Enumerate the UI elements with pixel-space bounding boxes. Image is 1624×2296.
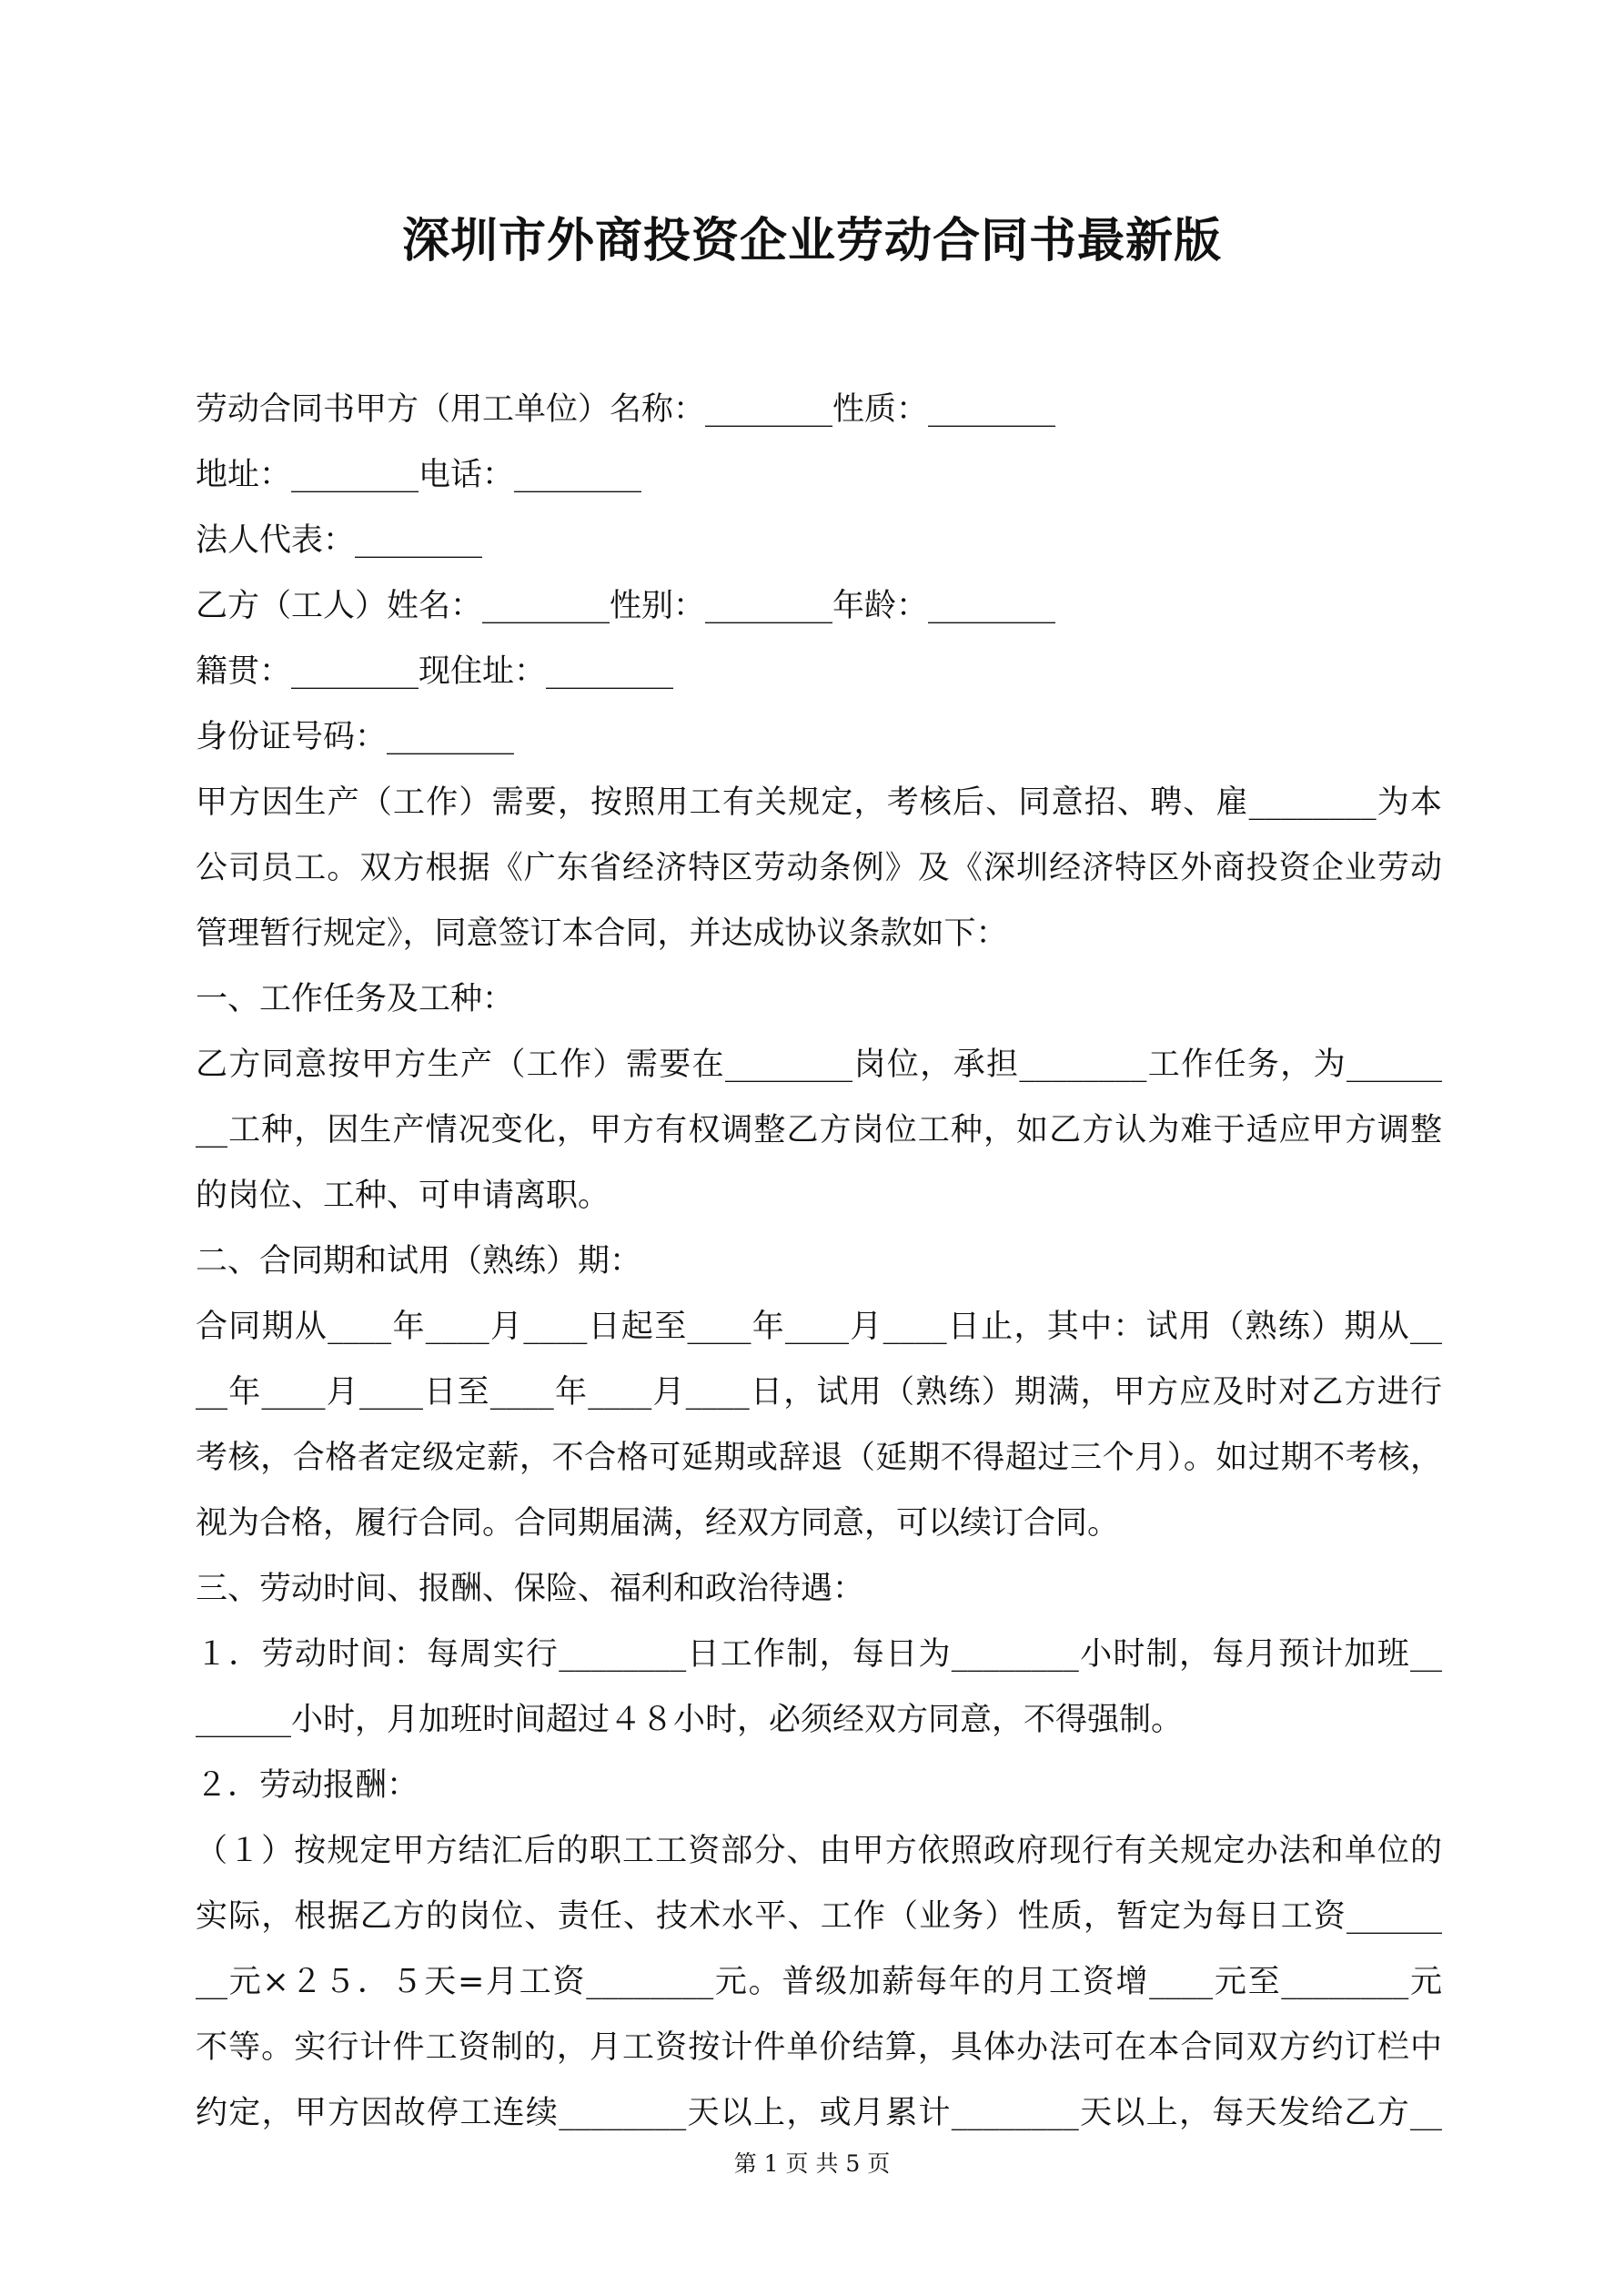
text-line: __工种，因生产情况变化，甲方有权调整乙方岗位工种，如乙方认为难于适应甲方调整: [196, 1112, 1442, 1148]
text-line: 身份证号码：________: [196, 719, 515, 755]
text-line: （１）按规定甲方结汇后的职工工资部分、由甲方依照政府现行有关规定办法和单位的: [196, 1833, 1442, 1869]
section-heading: 三、劳动时间、报酬、保险、福利和政治待遇：: [196, 1571, 865, 1607]
text-line: 籍贯：________现住址：________: [196, 653, 674, 690]
text-line: 视为合格，履行合同。合同期届满，经双方同意，可以续订合同。: [196, 1505, 1120, 1542]
text-line: __年____月____日至____年____月____日，试用（熟练）期满，甲方应及时对乙方进行: [196, 1374, 1442, 1411]
text-line: １．劳动时间：每周实行________日工作制，每日为________小时制，每月预计加班__: [196, 1636, 1442, 1673]
text-line: 地址：________电话：________: [196, 457, 642, 493]
text-line: ______小时，月加班时间超过４８小时，必须经双方同意，不得强制。: [196, 1702, 1184, 1738]
text-line: 法人代表：________: [196, 522, 483, 559]
text-line: 合同期从____年____月____日起至____年____月____日止，其中：试用（熟练）期从__: [196, 1309, 1442, 1345]
text-line: 公司员工。双方根据《广东省经济特区劳动条例》及《深圳经济特区外商投资企业劳动: [196, 850, 1442, 886]
section-heading: 一、工作任务及工种：: [196, 981, 515, 1017]
text-line: 的岗位、工种、可申请离职。: [196, 1178, 610, 1214]
text-line: 劳动合同书甲方（用工单位）名称：________性质：________: [196, 391, 1056, 428]
text-line: 乙方同意按甲方生产（工作）需要在________岗位，承担________工作任务，为______: [196, 1047, 1442, 1083]
text-line: __元×２５．５天=月工资________元。普级加薪每年的月工资增____元至________元: [196, 1964, 1442, 2000]
text-line: 考核，合格者定级定薪，不合格可延期或辞退（延期不得超过三个月）。如过期不考核，: [196, 1440, 1442, 1476]
text-line: 不等。实行计件工资制的，月工资按计件单价结算，具体办法可在本合同双方约订栏中: [196, 2029, 1442, 2066]
text-line: 乙方（工人）姓名：________性别：________年龄：________: [196, 588, 1056, 624]
document-body: [196, 377, 1442, 2146]
text-line: 约定，甲方因故停工连续________天以上，或月累计________天以上，每天发给乙方__: [196, 2095, 1442, 2131]
text-line: 管理暂行规定》，同意签订本合同，并达成协议条款如下：: [196, 915, 1008, 952]
subsection-heading: ２．劳动报酬：: [196, 1767, 419, 1804]
document-title: 深圳市外商投资企业劳动合同书最新版: [401, 213, 1222, 268]
text-line: 实际，根据乙方的岗位、责任、技术水平、工作（业务）性质，暂定为每日工资______: [196, 1898, 1442, 1935]
text-line: 甲方因生产（工作）需要，按照用工有关规定，考核后、同意招、聘、雇________为本: [196, 784, 1442, 821]
page-footer: 第 1 页 共 5 页: [733, 2150, 891, 2177]
section-heading: 二、合同期和试用（熟练）期：: [196, 1243, 642, 1279]
